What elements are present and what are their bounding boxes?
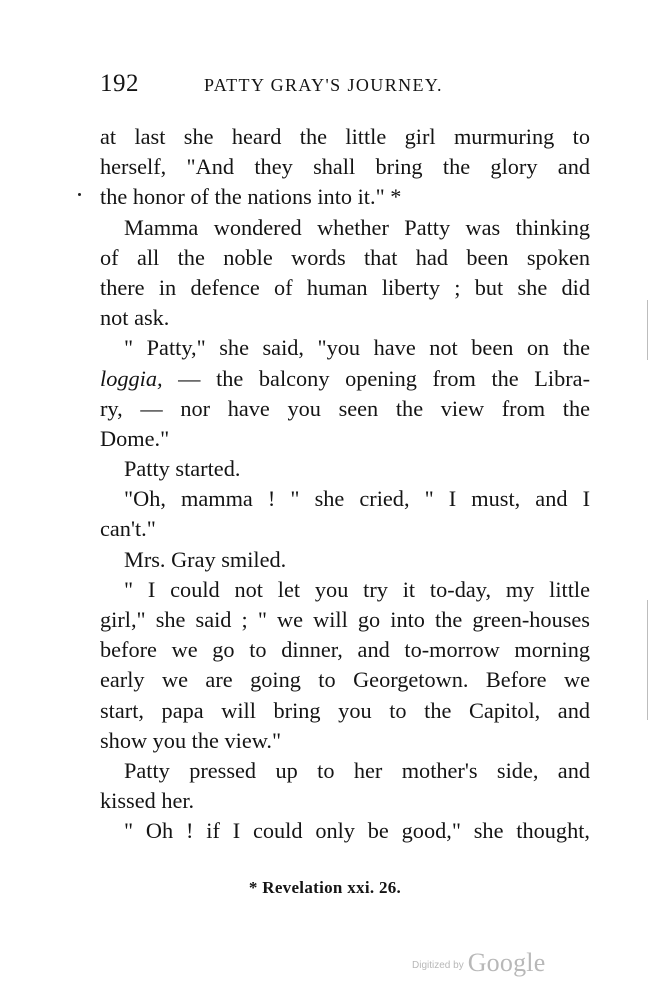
text-line: start, papa will bring you to the Capitol, and	[100, 697, 590, 723]
text-line: "Oh, mamma ! " she cried, " I must, and I	[124, 486, 590, 512]
text-line: can't."	[100, 516, 156, 542]
running-title: PATTY GRAY'S JOURNEY.	[204, 75, 443, 95]
text-line: herself, "And they shall bring the glory and	[100, 154, 590, 180]
text-line-rest: — the balcony opening from the Libra-	[178, 365, 590, 391]
google-logo: Google	[467, 948, 546, 977]
text-line: before we go to dinner, and to-morrow morning	[100, 637, 590, 663]
italic-word-loggia: loggia,	[100, 365, 163, 391]
text-line: the honor of the nations into it." *	[100, 184, 402, 210]
text-line: ry, — nor have you seen the view from the	[100, 395, 590, 421]
text-line: " Oh ! if I could only be good," she thought,	[124, 818, 590, 844]
digitized-by-google-watermark	[412, 948, 545, 978]
text-line: at last she heard the little girl murmuring to	[100, 124, 590, 149]
running-header	[100, 70, 590, 104]
text-line: Patty started.	[124, 456, 241, 482]
text-line: girl," she said ; " we will go into the green-houses	[100, 607, 590, 632]
footnote: * Revelation xxi. 26.	[248, 878, 402, 897]
scan-edge-line	[647, 600, 648, 720]
body-text	[100, 122, 590, 847]
scan-edge-line	[647, 300, 648, 360]
text-line: kissed her.	[100, 788, 195, 814]
text-line	[100, 364, 590, 394]
text-line: there in defence of human liberty ; but she did	[100, 274, 590, 300]
watermark-prefix: Digitized by	[412, 960, 464, 971]
text-line: Patty pressed up to her mother's side, and	[124, 757, 590, 783]
page-number: 192	[100, 70, 139, 97]
text-line: early we are going to Georgetown. Before we	[100, 667, 590, 693]
text-line: Mamma wondered whether Patty was thinking	[124, 214, 590, 240]
text-line: show you the view."	[100, 727, 282, 753]
text-line: " Patty," she said, "you have not been on the	[124, 335, 590, 361]
text-line: of all the noble words that had been spoken	[100, 244, 590, 270]
text-line: Dome."	[100, 425, 170, 451]
text-line: Mrs. Gray smiled.	[124, 546, 287, 572]
stray-ink-mark	[78, 193, 81, 196]
text-line: " I could not let you try it to-day, my little	[124, 576, 590, 602]
text-line: not ask.	[100, 305, 170, 331]
